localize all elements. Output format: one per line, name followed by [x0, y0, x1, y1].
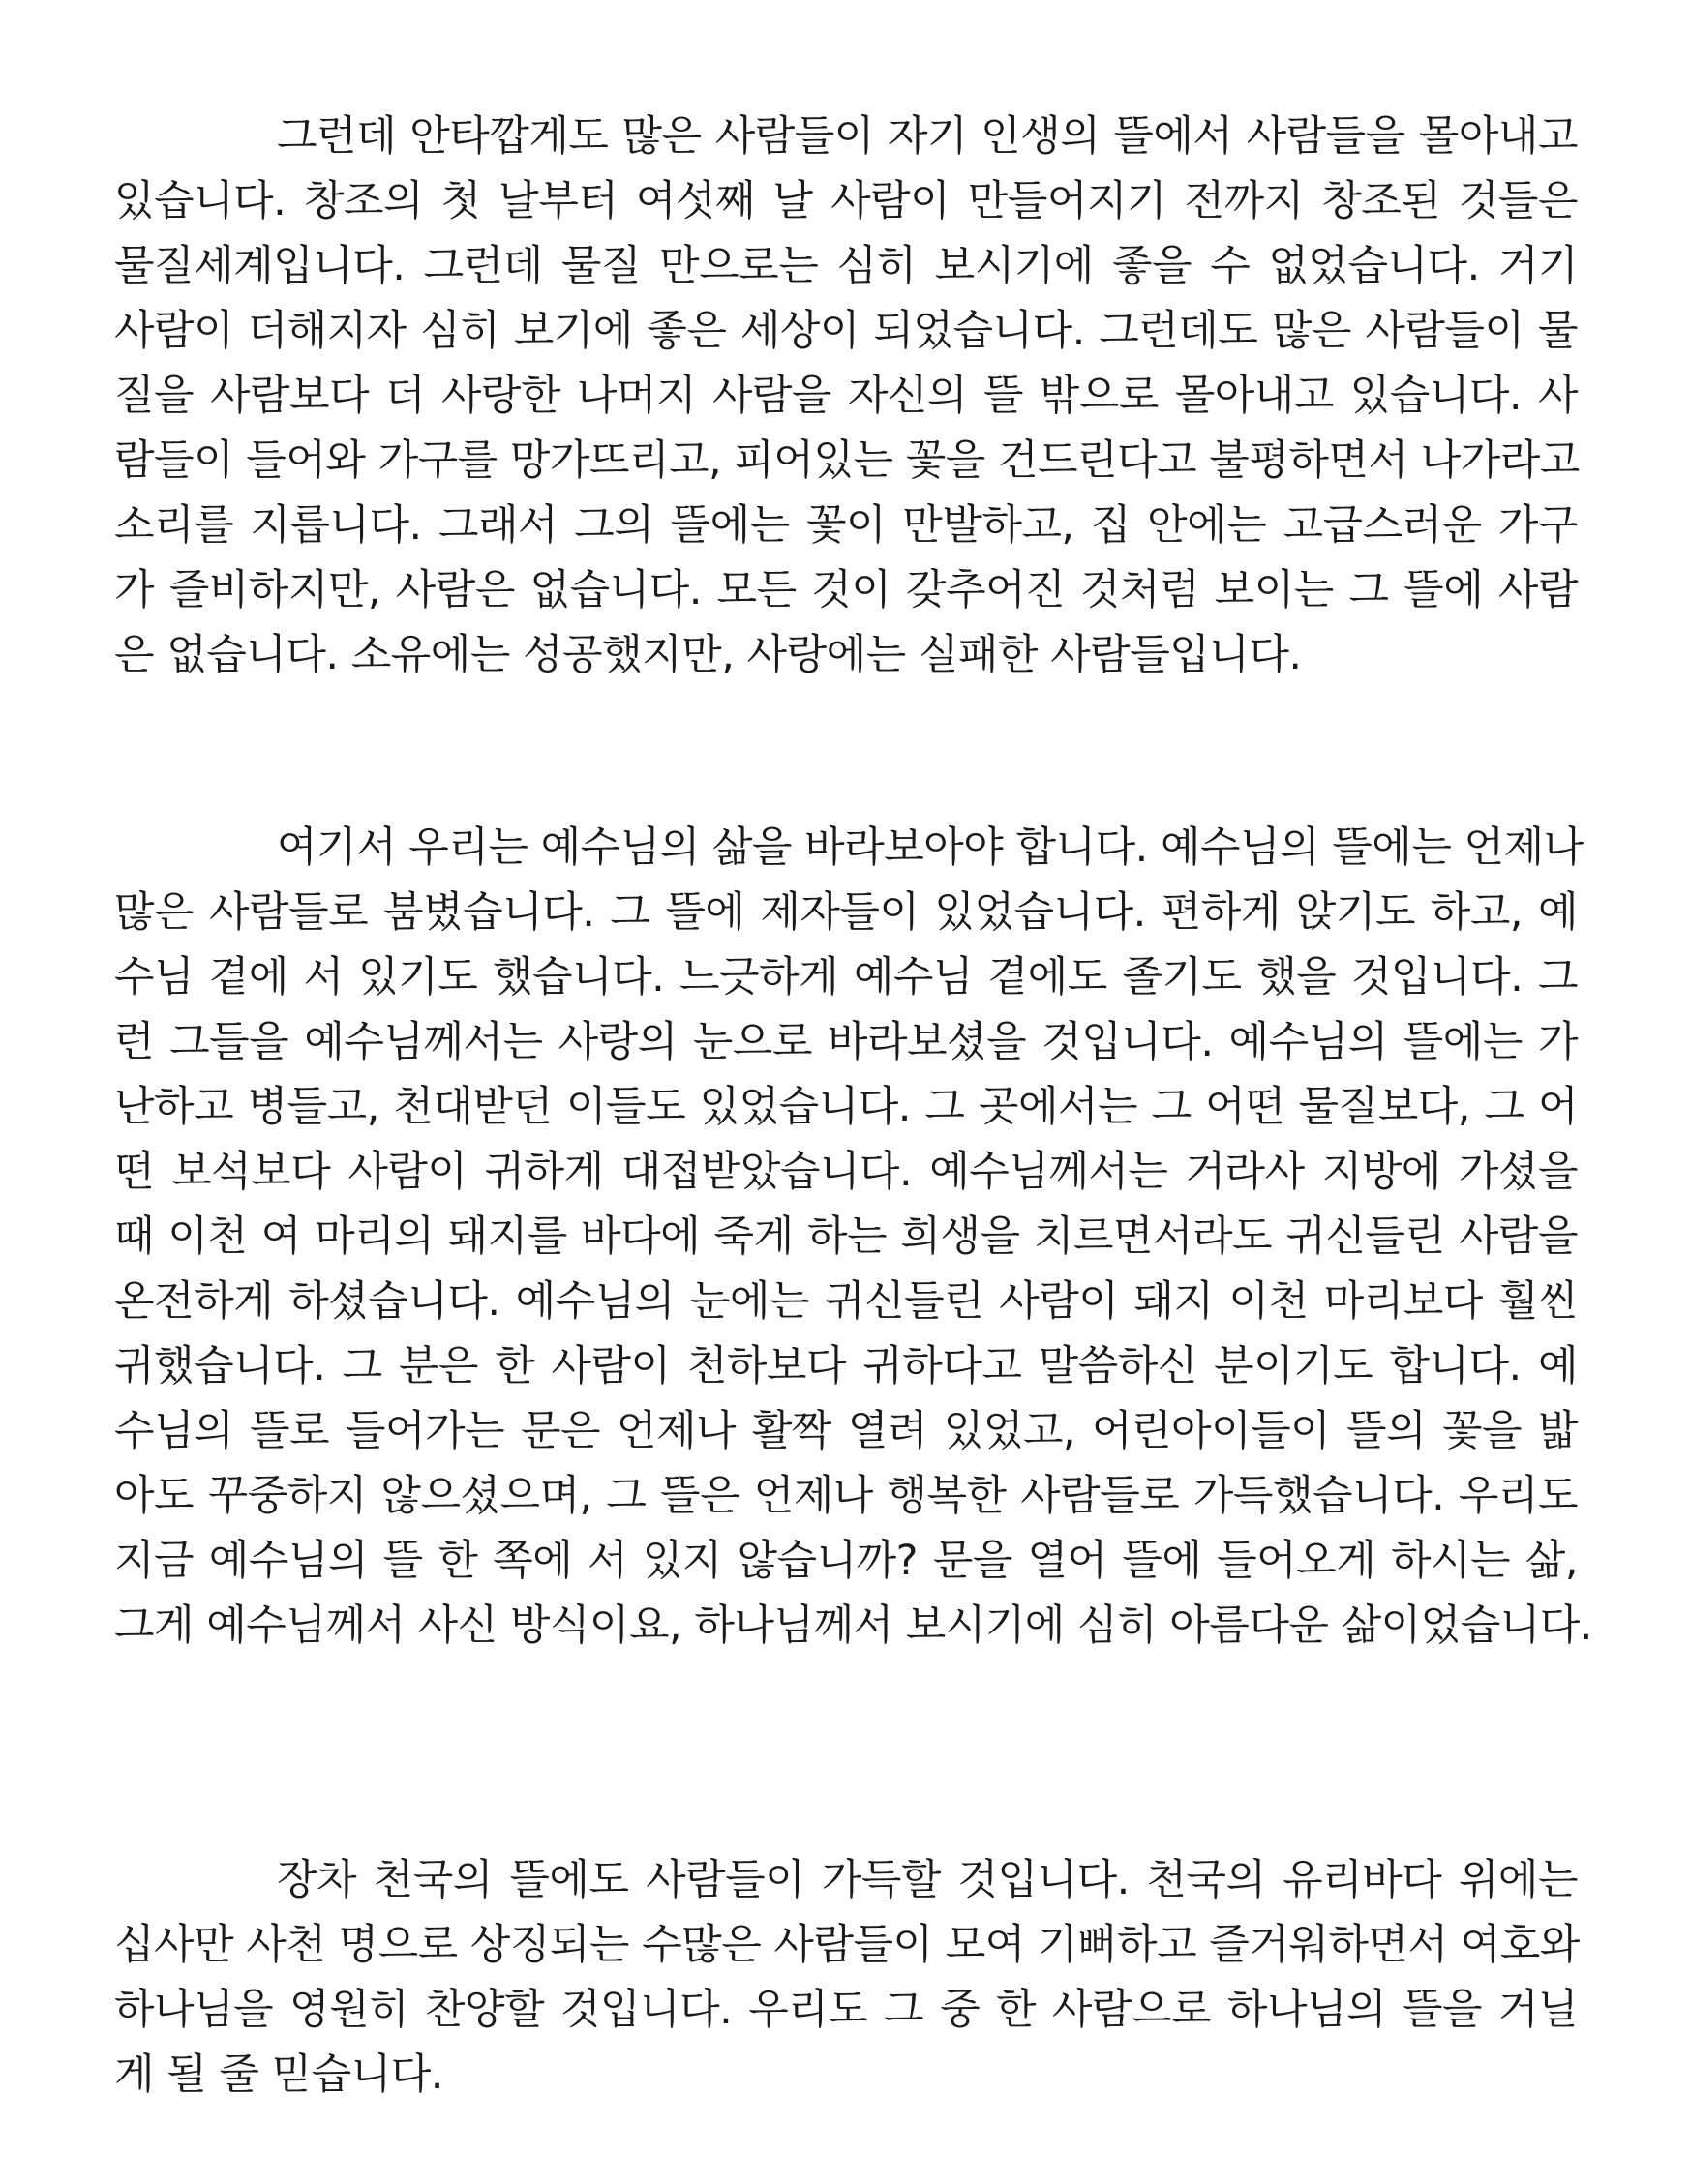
paragraph-line: 람들이 들어와 가구를 망가뜨리고, 피어있는 꽃을 건드린다고 불평하면서 나가라고: [114, 436, 1580, 485]
paragraph-2: [114, 816, 1592, 1659]
paragraph-line: 온전하게 하셨습니다. 예수님의 눈에는 귀신들린 사람이 돼지 이천 마리보다 훨씬: [114, 1277, 1578, 1326]
paragraph-line: 십사만 사천 명으로 상징되는 수많은 사람들이 모여 기뻐하고 즐거워하면서 여호와: [114, 1921, 1580, 1969]
paragraph-line: 가 즐비하지만, 사람은 없습니다. 모든 것이 갖추어진 것처럼 보이는 그 뜰에 사람: [114, 566, 1578, 614]
paragraph-line: 수님의 뜰로 들어가는 문은 언제나 활짝 열려 있었고, 어린아이들이 뜰의 꽃을 밟: [114, 1407, 1578, 1455]
paragraph-line: 그런데 안타깝게도 많은 사람들이 자기 인생의 뜰에서 사람들을 몰아내고: [277, 112, 1578, 161]
paragraph-line: 수님 곁에 서 있기도 했습니다. 느긋하게 예수님 곁에도 졸기도 했을 것입니다. 그: [114, 953, 1578, 1002]
paragraph-line: 장차 천국의 뜰에도 사람들이 가득할 것입니다. 천국의 유리바다 위에는: [277, 1856, 1578, 1904]
paragraph-line: 떤 보석보다 사람이 귀하게 대접받았습니다. 예수님께서는 거라사 지방에 가셨을: [114, 1148, 1578, 1196]
paragraph-line: 난하고 병들고, 천대받던 이들도 있었습니다. 그 곳에서는 그 어떤 물질보다, 그 어: [114, 1083, 1578, 1131]
paragraph-3: [114, 1848, 1578, 2108]
paragraph-line: 사람이 더해지자 심히 보기에 좋은 세상이 되었습니다. 그런데도 많은 사람들이 물: [114, 307, 1578, 355]
paragraph-line: 아도 꾸중하지 않으셨으며, 그 뜰은 언제나 행복한 사람들로 가득했습니다. 우리도: [114, 1472, 1578, 1520]
paragraph-line: 게 될 줄 믿습니다.: [114, 2050, 443, 2099]
paragraph-line: 그게 예수님께서 사신 방식이요, 하나님께서 보시기에 심히 아름다운 삶이었습니다.: [114, 1601, 1592, 1650]
paragraph-line: 귀했습니다. 그 분은 한 사람이 천하보다 귀하다고 말씀하신 분이기도 합니다. 예: [114, 1342, 1578, 1391]
paragraph-line: 많은 사람들로 붐볐습니다. 그 뜰에 제자들이 있었습니다. 편하게 앉기도 하고, 예: [114, 888, 1578, 937]
paragraph-1: [114, 105, 1578, 688]
paragraph-line: 여기서 우리는 예수님의 삶을 바라보아야 합니다. 예수님의 뜰에는 언제나: [277, 823, 1584, 872]
paragraph-line: 때 이천 여 마리의 돼지를 바다에 죽게 하는 희생을 치르면서라도 귀신들린 사람을: [114, 1212, 1578, 1261]
paragraph-line: 있습니다. 창조의 첫 날부터 여섯째 날 사람이 만들어지기 전까지 창조된 것들은: [114, 177, 1578, 225]
paragraph-line: 하나님을 영원히 찬양할 것입니다. 우리도 그 중 한 사람으로 하나님의 뜰을 거닐: [114, 1986, 1578, 2034]
paragraph-line: 은 없습니다. 소유에는 성공했지만, 사랑에는 실패한 사람들입니다.: [114, 631, 1302, 679]
paragraph-line: 물질세계입니다. 그런데 물질 만으로는 심히 보시기에 좋을 수 없었습니다. 거기: [114, 242, 1578, 290]
paragraph-line: 질을 사람보다 더 사랑한 나머지 사람을 자신의 뜰 밖으로 몰아내고 있습니다. 사: [114, 372, 1578, 420]
paragraph-line: 지금 예수님의 뜰 한 쪽에 서 있지 않습니까? 문을 열어 뜰에 들어오게 하시는 삶,: [114, 1537, 1578, 1585]
paragraph-line: 런 그들을 예수님께서는 사랑의 눈으로 바라보셨을 것입니다. 예수님의 뜰에는 가: [114, 1018, 1578, 1066]
paragraph-line: 소리를 지릅니다. 그래서 그의 뜰에는 꽃이 만발하고, 집 안에는 고급스러운 가구: [114, 501, 1578, 550]
